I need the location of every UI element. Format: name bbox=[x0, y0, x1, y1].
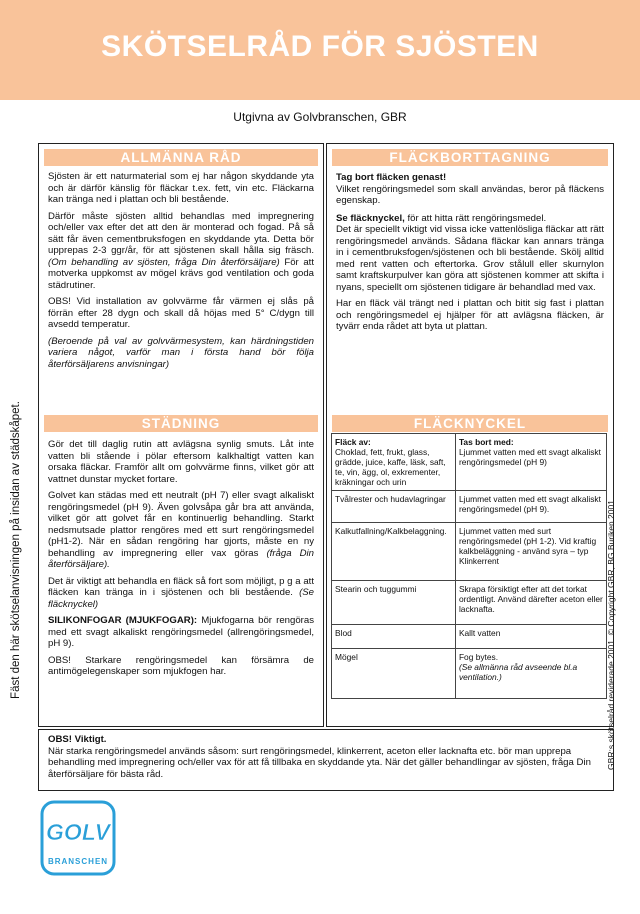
page-title: SKÖTSELRÅD FÖR SJÖSTEN bbox=[101, 30, 539, 63]
logo-graphic bbox=[40, 800, 116, 876]
allmanna-p1: Sjösten är ett naturmaterial som ej har någon skyddande yta och är därför känslig för fläckar t.ex. fett, vin etc. Fläckarna kan tränga ned i plattan och bli bestående. bbox=[48, 171, 314, 205]
col-header-remedy: Tas bort med: Ljummet vatten med ett svagt alkaliskt rengöringsmedel (pH 9) bbox=[455, 434, 606, 491]
stain-cell: Tvålrester och hudavlagringar bbox=[332, 491, 456, 523]
stain-cell: Blod bbox=[332, 625, 456, 649]
flackborttagning-heading: FLÄCKBORTTAGNING bbox=[332, 149, 608, 166]
stadning-heading: STÄDNING bbox=[44, 415, 318, 432]
golvbranschen-logo bbox=[40, 800, 116, 876]
flackb-p1: Tag bort fläcken genast! Vilket rengöringsmedel som skall användas, beror på fläckens egenskap. bbox=[336, 172, 604, 206]
stadning-p1: Gör det till daglig rutin att avlägsna synlig smuts. Låt inte vatten bli stående i pölar eftersom kalkhaltigt vatten kan orsaka fläckar. Framför allt om golvvärme finns, vilket gör att vattnet dunstar mycket fortare. bbox=[48, 439, 314, 485]
flackb-p3: Det är speciellt viktigt vid vissa icke vattenlösliga fläckar att rätt rengöringsmedel används. Sådana fläckar kan annars tränga in i cementbruksfogen/sjöstenen och bli bestående. Skölj alltid med rent vatten och eftertorka. Grov stålull eller skurnylon samt kraftskurpulver kan göra att sjöstenen kommer att skifta i nyans, speciellt om sjöstenen tidigare är behandlad med vax. bbox=[336, 224, 604, 293]
table-row bbox=[332, 491, 607, 523]
flackb-p2: Se fläcknyckel, för att hitta rätt rengöringsmedel. bbox=[336, 212, 547, 224]
allmanna-heading: ALLMÄNNA RÅD bbox=[44, 149, 318, 166]
flackborttagning-text bbox=[336, 172, 604, 338]
remedy-cell: Ljummet vatten med surt rengöringsmedel (pH 1-2). Vid kraftig kalkbeläggning - använd syra – typ Klinkerrent bbox=[455, 523, 606, 581]
remedy-cell: Ljummet vatten med ett svagt alkaliskt rengöringsmedel (pH 9). bbox=[455, 491, 606, 523]
remedy-cell: Skrapa försiktigt efter att det torkat ordentligt. Använd därefter aceton eller lacknafta. bbox=[455, 581, 606, 625]
header-banner bbox=[0, 0, 640, 100]
flacknyckel-heading: FLÄCKNYCKEL bbox=[332, 415, 608, 432]
stadning-text bbox=[48, 439, 314, 683]
obs-title: OBS! Viktigt. bbox=[48, 734, 107, 745]
table-row bbox=[332, 523, 607, 581]
publisher-line: Utgivna av Golvbranschen, GBR bbox=[233, 110, 407, 124]
side-note: Fäst den här skötselanvisningen på insidan av städskåpet. bbox=[10, 401, 22, 699]
stain-cell: Mögel bbox=[332, 649, 456, 699]
allmanna-text bbox=[48, 171, 314, 375]
remedy-cell: Kallt vatten bbox=[455, 625, 606, 649]
logo-word: GOLV bbox=[46, 819, 110, 845]
obs-text bbox=[48, 734, 604, 780]
col-header-stain: Fläck av: Choklad, fett, frukt, glass, grädde, juice, kaffe, läsk, saft, te, vin, ägg, ol, exkrementer, kräkningar och urin bbox=[332, 434, 456, 491]
table-row bbox=[332, 649, 607, 699]
flackb-p4: Har en fläck väl trängt ned i plattan och bitit sig fast i plattan och rengöringsmedel ej hjälper för att avlägsna fläcken, är tyvärr enda rådet att byta ut plattan. bbox=[336, 298, 604, 332]
logo-sub: BRANSCHEN bbox=[47, 857, 109, 866]
remedy-cell: Fog bytes. (Se allmänna råd avseende bl.a ventilation.) bbox=[455, 649, 606, 699]
obs-body: När starka rengöringsmedel används såsom: surt rengöringsmedel, klinkerrent, aceton eller lacknafta etc. bör man upprepa behandling med impregnering och/eller vax för att få tillbaka en skyddande yta. När det gäller behandlingar av sjösten, fråga Din återförsäljare för bästa råd. bbox=[48, 745, 591, 780]
table-row bbox=[332, 581, 607, 625]
copyright-note: GBR:s skötselråd reviderade 2001. © Copyright GBR, BG Buriken 2001 bbox=[606, 500, 616, 770]
table-header-row bbox=[332, 434, 607, 491]
stadning-p2: Golvet kan städas med ett neutralt (pH 7) eller svagt alkaliskt rengöringsmedel (pH 9). Även golvsåpa går bra att använda, vilket gör att golvet får en kontinuerlig behandling. Starkt nedsmutsade plattor rengöres med ett surt rengöringsmedel (pH1-2). När en sådan rengöring har gjorts, måste en ny behandling av impregnering eller vax göras (fråga Din återförsäljare). bbox=[48, 490, 314, 570]
allmanna-p4: (Beroende på val av golvvärmesystem, kan härdningstiden variera något, varför man i första hand bör följa återförsäljarens anvisningar) bbox=[48, 335, 314, 370]
allmanna-p2: Därför måste sjösten alltid behandlas med impregnering och/eller vax efter det att den är monterad och fogad. På så sätt får även cementbruksfogen en skyddande yta. Detta bör upprepas 2-3 ggr/år, för att sjöstenen skall hålla sig fräsch. (Om behandling av sjösten, fråga Din återförsäljare) För att motverka uppkomst av mögel krävs god ventilation och goda städrutiner. bbox=[48, 210, 314, 291]
flacknyckel-table bbox=[331, 433, 607, 699]
left-panel bbox=[38, 143, 324, 727]
table-row bbox=[332, 625, 607, 649]
stadning-p4: SILIKONFOGAR (MJUKFOGAR): Mjukfogarna bör rengöras med ett svagt alkaliskt rengöringsmedel (allrengöringsmedel, pH 9). bbox=[48, 615, 314, 649]
allmanna-p3: OBS! Vid installation av golvvärme får värmen ej slås på förrän efter 28 dygn och skall då höjas med 5° C/dygn till avsedd temperatur. bbox=[48, 296, 314, 330]
obs-box bbox=[38, 729, 614, 791]
stain-cell: Stearin och tuggummi bbox=[332, 581, 456, 625]
stadning-p5: OBS! Starkare rengöringsmedel kan försämra de antimögelegenskaper som mjukfogen har. bbox=[48, 654, 314, 677]
stadning-p3: Det är viktigt att behandla en fläck så fort som möjligt, p g a att fläcken kan tränga in i sjöstenen och bli bestående. (Se fläcknyckel) bbox=[48, 575, 314, 610]
stain-cell: Kalkutfallning/Kalkbelaggning. bbox=[332, 523, 456, 581]
side-note-container bbox=[0, 310, 32, 790]
